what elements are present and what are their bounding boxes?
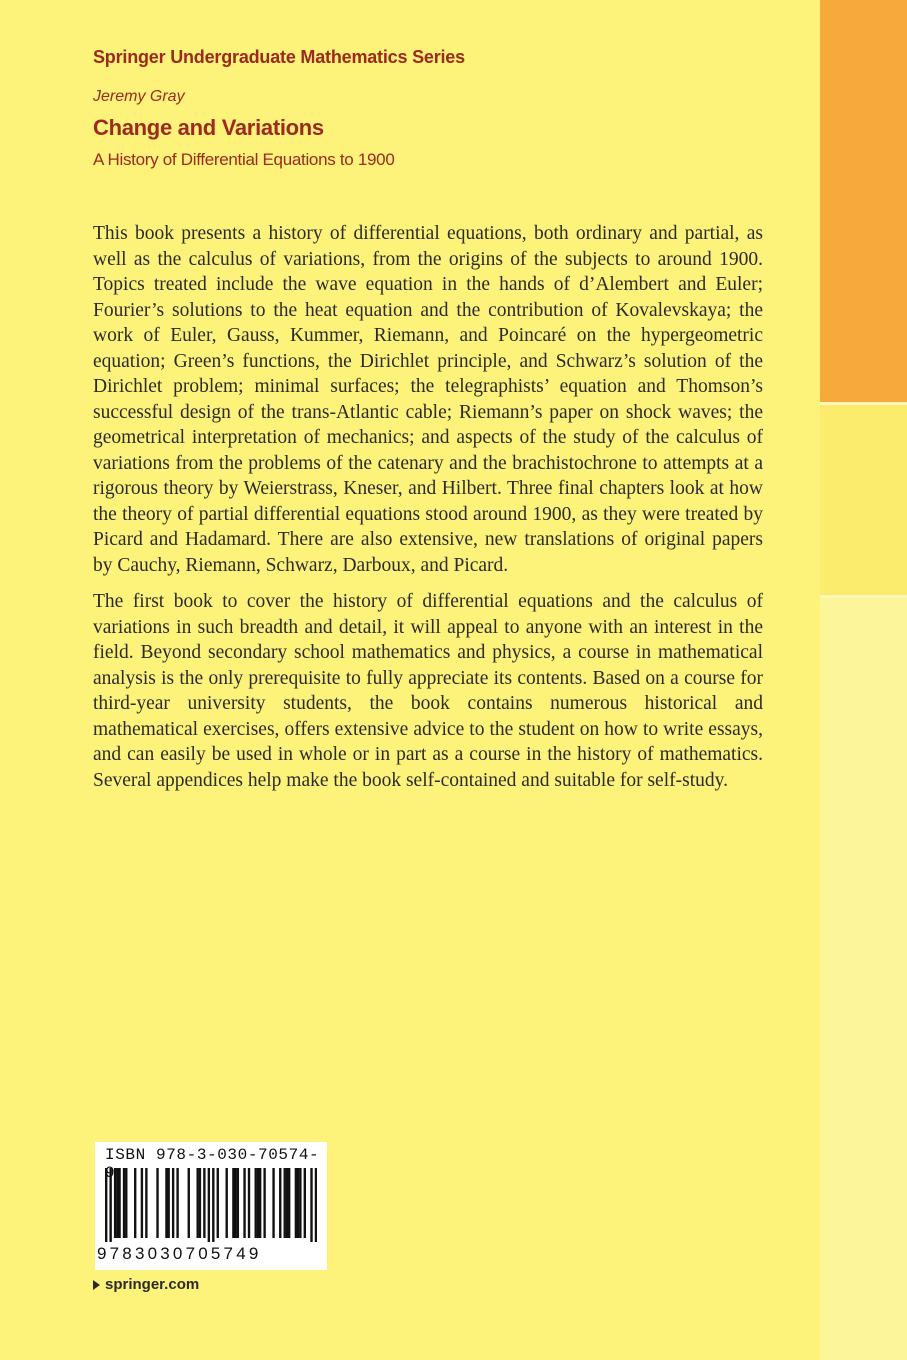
barcode-bar	[272, 1168, 274, 1238]
barcode-bar	[310, 1168, 312, 1242]
barcode-bar	[284, 1168, 286, 1238]
barcode-bar	[203, 1168, 205, 1238]
barcode-bar	[172, 1168, 174, 1238]
barcode-bar	[248, 1168, 250, 1238]
series-name: Springer Undergraduate Mathematics Series	[93, 47, 465, 67]
isbn-label: ISBN 978-3-030-70574-	[105, 1146, 320, 1164]
barcode-bar	[237, 1168, 239, 1238]
barcode-bar	[243, 1168, 245, 1238]
barcode-bar	[299, 1168, 301, 1238]
barcode-bar	[125, 1168, 127, 1238]
barcode-bar	[176, 1168, 178, 1238]
barcode-bar	[295, 1168, 297, 1238]
publisher-website[interactable]	[93, 1276, 199, 1293]
website-link[interactable]: springer.com	[105, 1276, 200, 1293]
barcode-bar	[114, 1168, 116, 1238]
barcode-bar	[199, 1168, 201, 1238]
barcode-bar	[123, 1168, 125, 1238]
spine-stripe-light	[820, 598, 907, 1360]
barcode-bar	[255, 1168, 257, 1238]
barcode-bar	[263, 1168, 265, 1238]
triangle-right-icon	[93, 1280, 100, 1290]
barcode-digits: 9783030705749	[97, 1244, 262, 1263]
barcode-bar	[167, 1168, 169, 1238]
barcode-bar	[156, 1168, 158, 1238]
barcode-bar	[297, 1168, 299, 1238]
barcode-bar	[304, 1168, 306, 1238]
barcode-bar	[315, 1168, 317, 1242]
barcode-bar	[141, 1168, 143, 1238]
barcode-bar	[109, 1168, 111, 1242]
barcode-bar	[134, 1168, 136, 1238]
barcode-bar	[279, 1168, 281, 1238]
book-title: Change and Variations	[93, 115, 324, 140]
barcode-bar	[217, 1168, 219, 1238]
spine-stripe-yellow	[820, 405, 907, 595]
barcode-bar	[257, 1168, 259, 1238]
barcode-bar	[226, 1168, 228, 1238]
spine-stripe-orange	[820, 0, 907, 402]
barcode-bars	[105, 1168, 317, 1242]
barcode-bar	[259, 1168, 261, 1238]
blurb-paragraph: The first book to cover the history of differential equations and the calculus of variations in such breadth and detail, it will appeal to anyone with an interest in the field. Beyond secondary school mathematics and physics, a course in mathematical analysis is the only prerequisite to fully appreciate its contents. Based on a course for third-year university students, the book contains numerous historical and mathematical exercises, offers extensive advice to the student on how to write essays, and can easily be used in whole or in part as a course in the history of mathematics. Several appendices help make the book self-contained and suitable for self-study.	[93, 591, 763, 791]
barcode-bar	[232, 1168, 234, 1238]
blurb-text	[93, 221, 763, 804]
barcode-bar	[118, 1168, 120, 1238]
author-name: Jeremy Gray	[93, 88, 185, 105]
book-subtitle: A History of Differential Equations to 1900	[93, 150, 395, 169]
blurb-paragraph: This book presents a history of differential equations, both ordinary and partial, as well as the calculus of variations, from the origins of the subjects to around 1900. Topics treated include the wave equation in the hands of d’Alembert and Euler; Fourier’s solutions to the heat equation and the contribution of Kovalevskaya; the work of Euler, Gauss, Kummer, Riemann, and Poincaré on the hypergeometric equation; Green’s functions, the Dirichlet principle, and Schwarz’s solution of the Dirichlet problem; minimal surfaces; the telegraphists’ equation and Thomson’s successful design of the trans-Atlantic cable; Riemann’s paper on shock waves; the geometrical interpretation of mechanics; and aspects of the study of the calculus of variations from the problems of the catenary and the brachistochrone to attempts at a rigorous theory by Weierstrass, Kneser, and Hilbert. Three final chapters look at how the theory of partial differential equations stood around 1900, as they were treated by Picard and Hadamard. There are also extensive, new translations of original papers by Cauchy, Riemann, Schwarz, Darboux, and Picard.	[93, 223, 763, 576]
barcode-bar	[196, 1168, 198, 1238]
isbn-barcode	[95, 1142, 327, 1270]
barcode-bar	[105, 1168, 107, 1242]
barcode-bar	[208, 1168, 210, 1242]
barcode-bar	[188, 1168, 190, 1238]
barcode-bar	[145, 1168, 147, 1238]
barcode-bar	[212, 1168, 214, 1242]
barcode-bar	[165, 1168, 167, 1238]
barcode-bar	[234, 1168, 236, 1238]
barcode-bar	[116, 1168, 118, 1238]
barcode-bar	[286, 1168, 288, 1238]
barcode-bar	[288, 1168, 290, 1238]
